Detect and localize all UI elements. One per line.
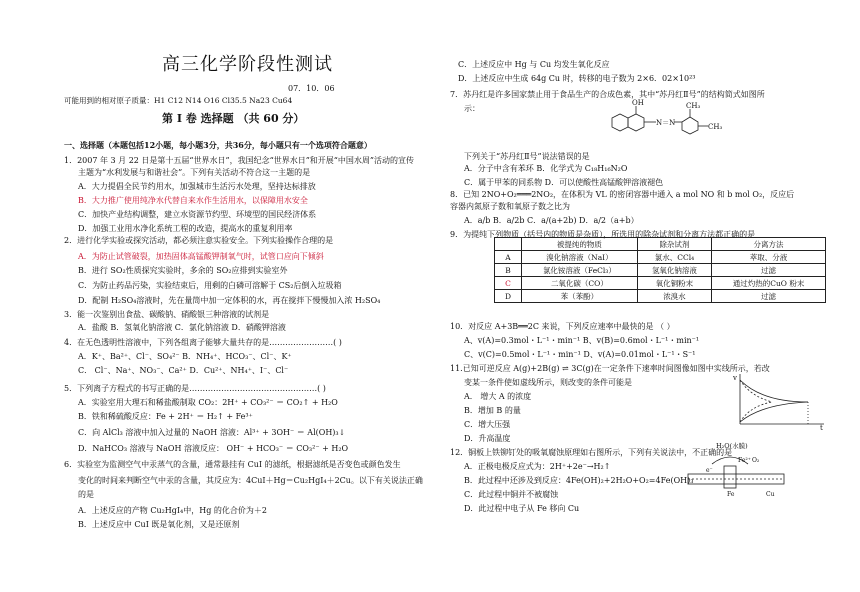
question-line: B．进行 SO₂性质探究实验时，多余的 SO₂应排到实验室外 (78, 266, 288, 275)
question-line: C．增大压强 (464, 420, 511, 429)
question-line: C．加快产业结构调整，建立水资源节约型、环境型的国民经济体系 (78, 210, 317, 219)
question-line: D．上述反应中生成 64g Cu 时，转移的电子数为 2×6．02×10²³ (458, 74, 696, 83)
question-line: 1．2007 年 3 月 22 日是第十五届“世界水日”，我国纪念“世界水日”和开展“中国水周”活动的宣传 (64, 156, 414, 165)
table-cell: 溴化钠溶液（NaI） (522, 251, 638, 264)
section-title: 第 Ⅰ 卷 选择题 （共 60 分） (162, 112, 305, 125)
question-line: B．此过程中还涉及到反应：4Fe(OH)₂+2H₂O+O₂=4Fe(OH)₃ (464, 476, 694, 485)
question-line: A．分子中含有苯环 B．化学式为 C₁₈H₁₆N₂O (464, 164, 628, 173)
table-cell: A (495, 251, 522, 264)
question-line: C．上述反应中 Hg 与 Cu 均发生氧化反应 (458, 60, 610, 69)
question-line: B．增加 B 的量 (464, 406, 521, 415)
question-line: A． 增大 A 的浓度 (464, 392, 532, 401)
question-line: 7．苏丹红是许多国家禁止用于食品生产的合成色素，其中“苏丹红Ⅱ号”的结构简式如图所 (450, 90, 765, 99)
question-line: 4．在无色透明性溶液中，下列各组离子能够大量共存的是……………………( ) (64, 338, 342, 347)
question-line: C．属于甲苯的同系物 D．可以使酸性高锰酸钾溶液褪色 (464, 178, 664, 187)
table-header-cell: 分离方法 (712, 238, 826, 251)
table-cell: C (495, 277, 522, 290)
question-line: A．K⁺、Ba²⁺、Cl⁻、SO₄²⁻ B．NH₄⁺、HCO₃⁻、Cl⁻、K⁺ (78, 352, 292, 361)
azo-label: N＝N (656, 119, 676, 127)
fe-ion-label: Fe²⁺ (738, 457, 751, 464)
question-line: 下列关于“苏丹红Ⅱ号”说法错误的是 (464, 152, 590, 161)
table-cell: 苯（苯酚） (522, 290, 638, 303)
question-line: C、v(C)=0.5mol・L⁻¹・min⁻¹ D、v(A)=0.01mol・L⁻¹・S⁻¹ (464, 350, 696, 359)
question-line: D．此过程中电子从 Fe 移向 Cu (464, 504, 580, 513)
table-row (495, 277, 826, 290)
table-cell: 氢氧化钠溶液 (637, 264, 711, 277)
electron-label: e⁻ (706, 467, 713, 474)
ch3-label-right: CH₃ (708, 123, 723, 131)
question-line: 变某一条件使如虚线所示，则改变的条件可能是 (464, 378, 632, 387)
question-line: A．盐酸 B．氢氧化钠溶液 C．氯化钠溶液 D．硝酸钾溶液 (78, 323, 286, 332)
rate-time-figure (732, 372, 828, 430)
question-line: 容器内氮原子数和氧原子数之比为 (450, 202, 570, 211)
table-cell: 氯水、CCl₄ (637, 251, 711, 264)
axis-v-label: v (733, 374, 737, 382)
question-line: 的是 (78, 490, 94, 499)
table-cell: 通过灼热的CuO 粉末 (712, 277, 826, 290)
question-line: 变化的时间来判断空气中汞的含量，其反应为：4CuI＋Hg＝Cu₂HgI₄＋2Cu。以下有关说法正确 (78, 476, 423, 485)
question-line: 2．进行化学实验或探究活动，都必须注意实验安全。下列实验操作合理的是 (64, 236, 334, 245)
question-line: B．大力推广使用纯净水代替自来水作生活用水，以保障用水安全 (78, 196, 308, 205)
table-row (495, 264, 826, 277)
question-line: 3．能一次鉴别出食盐、碳酸钠、硝酸银三种溶液的试剂是 (64, 310, 270, 319)
question-line: A．实验室用大理石和稀盐酸制取 CO₂：2H⁺ + CO₃²⁻ ＝ CO₂↑ + H₂O (78, 398, 338, 407)
question-line: A．为防止试管破裂，加热固体高锰酸钾制氧气时，试管口应向下倾斜 (78, 252, 324, 261)
question-line: A．正极电极反应式为：2H⁺+2e⁻→H₂↑ (464, 462, 611, 471)
question-line: 8．已知 2NO+O₂═══2NO₂，在体积为 VL 的密闭容器中通入 a mol NO 和 b mol O₂，反应后 (450, 190, 795, 199)
question-line: D．NaHCO₃ 溶液与 NaOH 溶液反应： OH⁻ + HCO₃⁻ ＝ CO₃²⁻ + H₂O (78, 444, 349, 453)
question-line: B．上述反应中 CuI 既是氧化剂，又是还原剂 (78, 520, 240, 529)
question-line: D．配制 H₂SO₄溶液时，先在量筒中加一定体积的水，再在搅拌下慢慢加入浓 H₂SO₄ (78, 296, 381, 305)
question-line: 5．下列离子方程式的书写正确的是…………………………………………( ) (64, 384, 326, 393)
ch3-label-top: CH₃ (686, 102, 701, 110)
corrosion-figure (682, 440, 802, 498)
table-header-cell: 除杂试剂 (637, 238, 711, 251)
axis-t-label: t (820, 424, 823, 430)
question-line: C．向 AlCl₃ 溶液中加入过量的 NaOH 溶液：Al³⁺ + 3OH⁻ ＝ Al(OH)₃↓ (78, 428, 346, 437)
atomic-masses: 可能用到的相对原子质量：H1 C12 N14 O16 Cl35.5 Na23 Cu64 (64, 96, 293, 105)
table-cell: 氯化铵溶液（FeCl₃） (522, 264, 638, 277)
question-line: D．加强工业用水净化系统工程的改造，提高水的重复利用率 (78, 224, 293, 233)
part-instruction: 一、选择题（本题包括12小题，每小题3分，共36分，每小题只有一个选项符合题意） (64, 140, 372, 150)
table-cell: 过滤 (712, 290, 826, 303)
question-line: 9．为提纯下列物质（括号内的物质是杂质），所选用的除杂试剂和分离方法都正确的是 (450, 230, 756, 239)
table-cell: 二氧化碳（CO） (522, 277, 638, 290)
table-cell: 萃取、分液 (712, 251, 826, 264)
purification-table (494, 237, 826, 303)
question-line: 6．实验室为监测空气中汞蒸气的含量，通常悬挂有 CuI 的滤纸，根据滤纸是否变色或颜色发生 (64, 460, 401, 469)
question-line: A．上述反应的产物 Cu₂HgI₄中，Hg 的化合价为＋2 (78, 506, 267, 515)
iron-label: Fe (727, 491, 735, 498)
question-line: A．a/b B．a/2b C．a/(a+2b) D．a/2（a+b） (464, 216, 639, 225)
exam-date: 07．10．06 (288, 84, 335, 93)
question-line: A、v(A)=0.3mol・L⁻¹・min⁻¹ B、v(B)=0.6mol・L⁻¹・min⁻¹ (464, 336, 700, 345)
question-line: 示： (464, 104, 480, 113)
question-line: 11.已知可逆反应 A(g)+2B(g) ⇌ 3C(g)在一定条件下速率时间图像如图中实线所示，若改 (450, 364, 770, 373)
question-line: B．铁和稀硫酸反应：Fe + 2H⁺ ＝ H₂↑ + Fe³⁺ (78, 412, 253, 421)
sudan-structure-figure (610, 98, 750, 140)
page-title: 高三化学阶段性测试 (162, 54, 333, 75)
table-cell: 氧化铜粉末 (637, 277, 711, 290)
question-line: C． Cl⁻、Na⁺、NO₃⁻、Ca²⁺ D．Cu²⁺、NH₄⁺、I⁻、Cl⁻ (78, 366, 289, 375)
question-line: C．为防止药品污染，实验结束后，用剩的白磷可溶解于 CS₂后倒入垃圾箱 (78, 281, 342, 290)
oxygen-label: O₂ (752, 457, 760, 464)
table-cell: 过滤 (712, 264, 826, 277)
question-line: A．大力提倡全民节约用水，加强城市生活污水处理，坚持达标排放 (78, 182, 316, 191)
table-cell: 浓溴水 (637, 290, 711, 303)
water-film-label: H₂O(水膜) (716, 442, 748, 450)
copper-label: Cu (766, 491, 775, 498)
table-row (495, 290, 826, 303)
question-line: 12．铜板上铁铆钉处的吸氧腐蚀原理如右图所示，下列有关说法中，不正确的是 (450, 448, 733, 457)
question-line: 主题为“水利发展与和谐社会”。下列有关活动不符合这一主题的是 (78, 168, 311, 177)
table-cell: D (495, 290, 522, 303)
table-header-cell (495, 238, 522, 251)
oh-label: OH (632, 99, 644, 107)
question-line: C．此过程中铜并不被腐蚀 (464, 490, 559, 499)
table-header-row (495, 238, 826, 251)
table-row (495, 251, 826, 264)
table-header-cell: 被提纯的物质 (522, 238, 638, 251)
question-line: 10．对反应 A+3B══2C 来说，下列反应速率中最快的是 （ ） (450, 322, 675, 331)
table-cell: B (495, 264, 522, 277)
question-line: D．升高温度 (464, 434, 511, 443)
